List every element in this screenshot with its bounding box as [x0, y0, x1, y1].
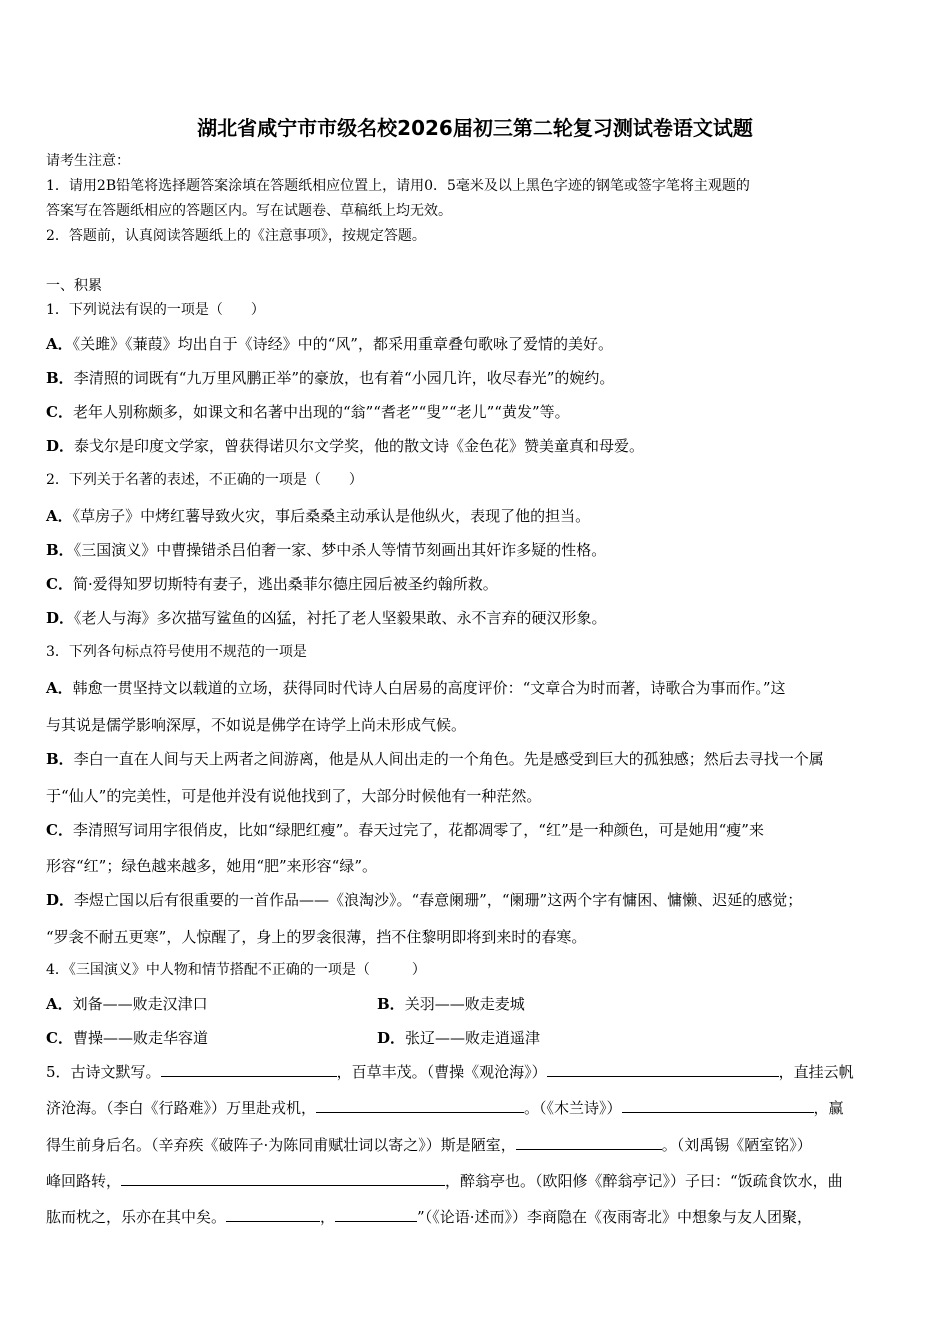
question-4-option-c — [46, 1028, 208, 1048]
option-text: 曹操——败走华容道 — [72, 1029, 208, 1047]
question-5-text: 。（刘禹锡《陋室铭》） — [661, 1136, 812, 1154]
option-text: 简·爱得知罗切斯特有妻子，逃出桑菲尔德庄园后被圣约翰所救。 — [72, 575, 498, 593]
option-text: 老年人别称颇多，如课文和名著中出现的“翁”“耆老”“叟”“老儿”“黄发”等。 — [72, 403, 570, 421]
option-text: 李清照写词用字很俏皮，比如“绿肥红瘦”。春天过完了，花都凋零了，“红”是一种颜色，可是她用“瘦”来 — [72, 821, 764, 839]
answer-blank[interactable] — [161, 1062, 337, 1077]
notice-item-1: 1．请用2B铅笔将选择题答案涂填在答题纸相应位置上，请用0．5毫米及以上黑色字迹的钢笔或签字笔将主观题的 — [46, 178, 750, 194]
option-label: D． — [46, 437, 75, 455]
answer-blank[interactable] — [316, 1098, 524, 1113]
question-3-option-c — [46, 820, 764, 840]
question-5-text: 古诗文默写。 — [70, 1063, 161, 1081]
question-5-text: 。（《木兰诗》） — [524, 1099, 622, 1117]
option-text: 李煜亡国以后有很重要的一首作品——《浪淘沙》。“春意阑珊”，“阑珊”这两个字有慵困、慵懒、迟延的感觉； — [74, 891, 803, 909]
option-label: C． — [46, 821, 73, 839]
option-text: 《老人与海》多次描写鲨鱼的凶猛，衬托了老人坚毅果敢、永不言弃的硬汉形象。 — [74, 609, 607, 627]
question-2-option-b — [46, 540, 606, 560]
question-2-stem: 2．下列关于名著的表述，不正确的一项是（ ） — [46, 472, 363, 488]
option-text: 《三国演义》中曹操错杀吕伯奢一家、梦中杀人等情节刻画出其奸诈多疑的性格。 — [73, 541, 607, 559]
question-5-line-4 — [46, 1171, 843, 1191]
answer-blank[interactable] — [516, 1135, 662, 1150]
question-5-text: ，百草丰茂。（曹操《观沧海》） — [336, 1063, 547, 1081]
question-5-text: 肱而枕之，乐亦在其中矣。 — [46, 1208, 227, 1226]
question-2-option-d — [46, 608, 607, 628]
question-1-option-b — [46, 368, 614, 388]
option-label: C． — [46, 1029, 73, 1047]
option-label: B． — [46, 541, 74, 559]
question-5-number: 5． — [46, 1063, 71, 1081]
question-5-text: 济沧海。（李白《行路难》）万里赴戎机， — [46, 1099, 317, 1117]
answer-blank[interactable] — [622, 1098, 814, 1113]
question-3-option-a-cont: 与其说是儒学影响深厚，不如说是佛学在诗学上尚未形成气候。 — [46, 716, 467, 734]
option-text: 《关雎》《蒹葭》均出自于《诗经》中的“风”，都采用重章叠句歌咏了爱情的美好。 — [72, 335, 613, 353]
question-5-text: ， — [320, 1208, 336, 1226]
option-text: 李清照的词既有“九万里风鹏正举”的豪放，也有着“小园几许，收尽春光”的婉约。 — [73, 369, 615, 387]
question-2-option-c — [46, 574, 498, 594]
option-text: 韩愈一贯坚持文以载道的立场，获得同时代诗人白居易的高度评价：“文章合为时而著，诗歌合为事而作。”这 — [72, 679, 786, 697]
option-text: 刘备——败走汉津口 — [72, 995, 208, 1013]
exam-title: 湖北省咸宁市市级名校2026届初三第二轮复习测试卷语文试题 — [197, 116, 753, 140]
option-label: B． — [46, 750, 74, 768]
option-label: A． — [46, 995, 73, 1013]
question-1-option-c — [46, 402, 570, 422]
question-4-option-b — [377, 994, 525, 1014]
question-4-option-a — [46, 994, 208, 1014]
option-label: C． — [46, 575, 73, 593]
question-3-option-d — [46, 890, 802, 910]
question-5-text: ，直挂云帆 — [778, 1063, 854, 1081]
option-text: 张辽——败走逍遥津 — [405, 1029, 541, 1047]
question-5-text: ，醉翁亭也。（欧阳修《醉翁亭记》）子曰：“饭疏食饮水，曲 — [445, 1172, 843, 1190]
question-5-line-2 — [46, 1098, 844, 1118]
answer-blank[interactable] — [226, 1207, 320, 1222]
answer-blank[interactable] — [547, 1062, 779, 1077]
option-text: 泰戈尔是印度文学家，曾获得诺贝尔文学奖，他的散文诗《金色花》赞美童真和母爱。 — [74, 437, 645, 455]
section-heading: 一、积累 — [46, 278, 102, 294]
notice-item-2: 2．答题前，认真阅读答题纸上的《注意事项》，按规定答题。 — [46, 228, 426, 244]
question-1-option-d — [46, 436, 644, 456]
question-3-option-c-cont: 形容“红”；绿色越来越多，她用“肥”来形容“绿”。 — [46, 857, 378, 875]
option-text: 关羽——败走麦城 — [404, 995, 525, 1013]
question-5-line-5 — [46, 1207, 812, 1227]
question-1-option-a — [46, 334, 613, 354]
option-label: D． — [377, 1029, 406, 1047]
option-text: 李白一直在人间与天上两者之间游离，他是从人间出走的一个角色。先是感受到巨大的孤独感；然后去寻找一个属 — [73, 750, 824, 768]
question-4-stem: 4．《三国演义》中人物和情节搭配不正确的一项是（ ） — [46, 962, 426, 978]
question-3-stem: 3．下列各句标点符号使用不规范的一项是 — [46, 644, 307, 660]
option-label: D． — [46, 891, 75, 909]
question-3-option-a — [46, 678, 785, 698]
option-text: 《草房子》中烤红薯导致火灾，事后桑桑主动承认是他纵火，表现了他的担当。 — [72, 507, 591, 525]
question-5-text: ”（《论语·述而》）李商隐在《夜雨寄北》中想象与友人团聚， — [417, 1208, 812, 1226]
answer-blank[interactable] — [335, 1207, 417, 1222]
notice-item-1-cont: 答案写在答题纸相应的答题区内。写在试题卷、草稿纸上均无效。 — [46, 203, 452, 219]
question-3-option-b-cont: 于“仙人”的完美性，可是他并没有说他找到了，大部分时候他有一种茫然。 — [46, 787, 542, 805]
question-3-option-b — [46, 749, 824, 769]
option-label: A． — [46, 679, 73, 697]
option-label: D． — [46, 609, 75, 627]
question-5-text: 得生前身后名。（辛弃疾《破阵子·为陈同甫赋壮词以寄之》）斯是陋室， — [46, 1136, 516, 1154]
option-label: A． — [46, 335, 73, 353]
question-3-option-d-cont: “罗衾不耐五更寒”，人惊醒了，身上的罗衾很薄，挡不住黎明即将到来时的春寒。 — [46, 928, 587, 946]
question-5-text: 峰回路转， — [46, 1172, 122, 1190]
question-4-option-d — [377, 1028, 540, 1048]
question-5-line-3 — [46, 1135, 812, 1155]
option-label: B． — [46, 369, 74, 387]
option-label: A． — [46, 507, 73, 525]
question-1-stem: 1．下列说法有误的一项是（ ） — [46, 302, 265, 318]
question-2-option-a — [46, 506, 590, 526]
question-5-text: ，赢 — [813, 1099, 844, 1117]
option-label: B． — [377, 995, 405, 1013]
option-label: C． — [46, 403, 73, 421]
answer-blank[interactable] — [121, 1171, 445, 1186]
notice-heading: 请考生注意： — [46, 153, 130, 169]
question-5-line-1 — [46, 1062, 854, 1082]
